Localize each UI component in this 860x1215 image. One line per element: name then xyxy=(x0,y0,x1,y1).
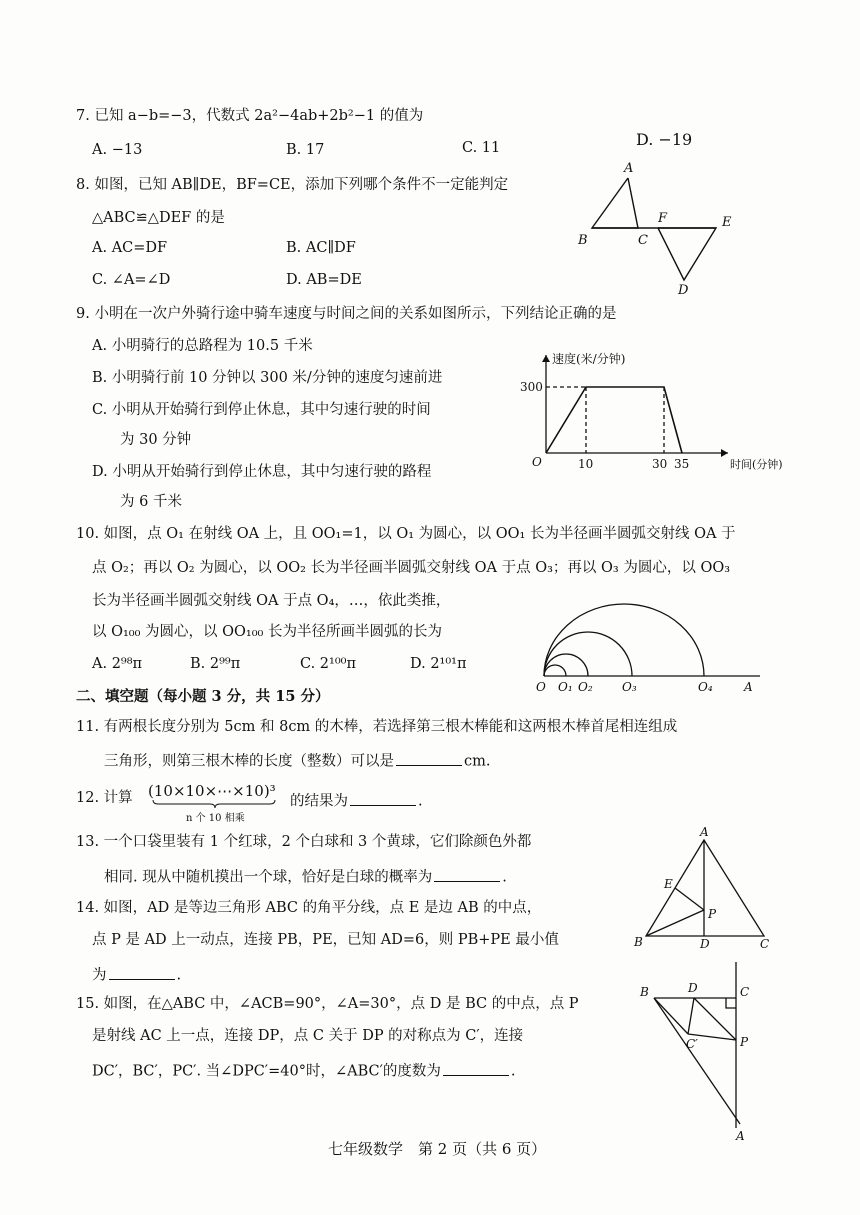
fig10-arc-1 xyxy=(544,665,566,676)
q14-line3-text: 为 xyxy=(92,967,107,984)
fig14-segment-pb xyxy=(646,910,704,936)
fig14-label-a: A xyxy=(700,825,709,839)
fig14-label-b: B xyxy=(634,935,643,949)
fig9-y-tick-300: 300 xyxy=(520,380,543,394)
q8-stem-line2: △ABC≌△DEF 的是 xyxy=(92,210,225,226)
fig9-x-tick-10: 10 xyxy=(578,457,594,471)
q10-option-a: A. 2⁹⁸π xyxy=(92,656,143,672)
fig14-label-d: D xyxy=(700,937,710,951)
figure-q10-semicircles xyxy=(530,590,770,695)
fig9-y-arrow xyxy=(542,355,550,362)
section-2-heading: 二、填空题（每小题 3 分，共 15 分） xyxy=(76,688,330,705)
q10-option-c: C. 2¹⁰⁰π xyxy=(300,656,356,672)
fig9-x-label: 时间(分钟) xyxy=(730,458,783,471)
q10-option-b: B. 2⁹⁹π xyxy=(190,656,241,672)
q13-answer-blank[interactable] xyxy=(434,866,500,882)
q10-option-d: D. 2¹⁰¹π xyxy=(410,656,467,672)
fig15-segment-dp xyxy=(694,998,736,1040)
q9-stem: 9. 小明在一次户外骑行途中骑车速度与时间之间的关系如图所示，下列结论正确的是 xyxy=(76,306,617,322)
fig9-y-label: 速度(米/分钟) xyxy=(552,352,626,366)
q14-line1: 14. 如图，AD 是等边三角形 ABC 的角平分线，点 E 是边 AB 的中点， xyxy=(76,900,542,916)
figure-q9-speed-time-graph xyxy=(518,345,783,475)
q12-expression: (10×10×⋯×10)³ xyxy=(148,782,276,800)
q12-suffix-text: 的结果为 xyxy=(290,793,348,810)
q8-option-d: D. AB=DE xyxy=(286,272,362,288)
q8-option-a: A. AC=DF xyxy=(92,240,168,256)
q15-end: . xyxy=(510,1063,516,1080)
q10-line1: 10. 如图，点 O₁ 在射线 OA 上，且 OO₁=1，以 O₁ 为圆心，以 OO₁ 长为半径画半圆弧交射线 OA 于 xyxy=(76,526,736,542)
q14-line3 xyxy=(92,964,181,985)
fig8-label-c: C xyxy=(638,233,648,248)
q10-line2: 点 O₂；再以 O₂ 为圆心，以 OO₂ 长为半径画半圆弧交射线 OA 于点 O₃；再以 O₃ 为圆心，以 OO₃ xyxy=(92,560,731,576)
q7-option-a: A. −13 xyxy=(92,142,143,158)
q15-answer-blank[interactable] xyxy=(443,1060,509,1076)
q10-line4: 以 O₁₀₀ 为圆心，以 OO₁₀₀ 长为半径所画半圆弧的长为 xyxy=(92,624,442,640)
q7-option-c: C. 11 xyxy=(462,140,501,156)
q15-line3 xyxy=(92,1060,516,1081)
q13-line1: 13. 一个口袋里装有 1 个红球，2 个白球和 3 个黄球，它们除颜色外都 xyxy=(76,834,532,850)
q13-line2 xyxy=(104,866,507,887)
fig15-label-c: C xyxy=(740,985,750,999)
q7-stem: 7. 已知 a−b=−3，代数式 2a²−4ab+2b²−1 的值为 xyxy=(76,108,424,124)
fig9-speed-line xyxy=(546,387,682,453)
figure-q15-right-triangle xyxy=(632,958,762,1148)
fig8-label-f: F xyxy=(658,211,668,226)
fig8-label-a: A xyxy=(624,161,634,176)
q9-option-c-line2: 为 30 分钟 xyxy=(120,432,192,448)
q9-option-b: B. 小明骑行前 10 分钟以 300 米/分钟的速度匀速前进 xyxy=(92,370,443,386)
fig15-segment-bc-prime xyxy=(654,998,688,1034)
figure-q14-equilateral-triangle xyxy=(628,825,788,951)
q7-option-d: D. −19 xyxy=(636,130,693,149)
figure-q8-triangles xyxy=(570,158,750,298)
q7-option-b: B. 17 xyxy=(286,142,325,158)
q12-prefix: 12. 计算 xyxy=(76,790,133,806)
fig8-label-e: E xyxy=(722,215,732,230)
q11-answer-blank[interactable] xyxy=(396,750,462,766)
q15-line1: 15. 如图，在△ABC 中，∠ACB=90°，∠A=30°，点 D 是 BC 的中点，点 P xyxy=(76,996,579,1012)
fig10-label-o2: O₂ xyxy=(578,680,593,694)
q9-option-c-line1: C. 小明从开始骑行到停止休息，其中匀速行驶的时间 xyxy=(92,402,431,418)
fig14-label-e: E xyxy=(664,877,673,891)
fig15-right-angle-mark xyxy=(726,998,736,1008)
fig15-label-d: D xyxy=(688,981,698,995)
fig15-label-a: A xyxy=(736,1129,745,1143)
fig10-label-a: A xyxy=(744,680,753,694)
fig10-arc-4 xyxy=(544,604,704,676)
q8-option-b: B. AC∥DF xyxy=(286,240,356,256)
q9-option-d-line1: D. 小明从开始骑行到停止休息，其中匀速行驶的路程 xyxy=(92,464,432,480)
q12-suffix xyxy=(290,790,423,811)
fig8-label-d: D xyxy=(678,283,689,298)
fig10-arc-3 xyxy=(544,632,632,676)
fig9-x-tick-30: 30 xyxy=(652,457,668,471)
fig15-segment-ba xyxy=(654,998,740,1124)
page-footer: 七年级数学 第 2 页（共 6 页） xyxy=(328,1140,547,1158)
fig14-segment-pe xyxy=(675,888,704,910)
fig9-x-arrow xyxy=(721,449,728,457)
fig14-label-p: P xyxy=(708,907,717,921)
q11-line1: 11. 有两根长度分别为 5cm 和 8cm 的木棒，若选择第三根木棒能和这两根木棒首尾相连组成 xyxy=(76,719,678,735)
fig15-label-p: P xyxy=(740,1035,749,1049)
q8-option-c: C. ∠A=∠D xyxy=(92,272,171,288)
fig10-label-o3: O₃ xyxy=(622,680,637,694)
fig9-origin: O xyxy=(532,455,542,469)
fig15-label-b: B xyxy=(640,985,649,999)
q9-option-d-line2: 为 6 千米 xyxy=(120,494,182,510)
q11-line2 xyxy=(104,750,490,771)
q12-underbrace xyxy=(152,799,278,809)
q14-line2: 点 P 是 AD 上一动点，连接 PB，PE，已知 AD=6，则 PB+PE 最小值 xyxy=(92,932,559,948)
q8-stem-line1: 8. 如图，已知 AB∥DE，BF=CE，添加下列哪个条件不一定能判定 xyxy=(76,177,509,193)
fig14-label-c: C xyxy=(760,937,770,951)
q12-end: . xyxy=(418,793,423,810)
fig10-label-o: O xyxy=(536,680,546,694)
q15-line2: 是射线 AC 上一点，连接 DP，点 C 关于 DP 的对称点为 C′，连接 xyxy=(92,1028,524,1044)
q14-answer-blank[interactable] xyxy=(109,964,175,980)
fig10-label-o4: O₄ xyxy=(698,680,713,694)
fig8-label-b: B xyxy=(578,233,588,248)
fig15-segment-dc-prime xyxy=(688,998,694,1034)
q15-line3-text: DC′，BC′，PC′. 当∠DPC′=40°时，∠ABC′的度数为 xyxy=(92,1063,441,1080)
q14-end: . xyxy=(176,967,182,984)
q13-end: . xyxy=(502,869,507,886)
q13-line2-text: 相同. 现从中随机摸出一个球，恰好是白球的概率为 xyxy=(104,869,433,886)
fig10-label-o1: O₁ xyxy=(558,680,573,694)
q12-answer-blank[interactable] xyxy=(350,790,416,806)
fig9-x-tick-35: 35 xyxy=(674,457,690,471)
q11-line2-text: 三角形，则第三根木棒的长度（整数）可以是 xyxy=(104,753,394,770)
q10-line3: 长为半径画半圆弧交射线 OA 于点 O₄，…，依此类推， xyxy=(92,593,451,609)
q9-option-a: A. 小明骑行的总路程为 10.5 千米 xyxy=(92,338,313,354)
fig15-label-c-prime: C′ xyxy=(686,1037,698,1051)
q12-underbrace-label: n 个 10 相乘 xyxy=(186,813,245,824)
q11-unit: cm. xyxy=(464,753,491,770)
